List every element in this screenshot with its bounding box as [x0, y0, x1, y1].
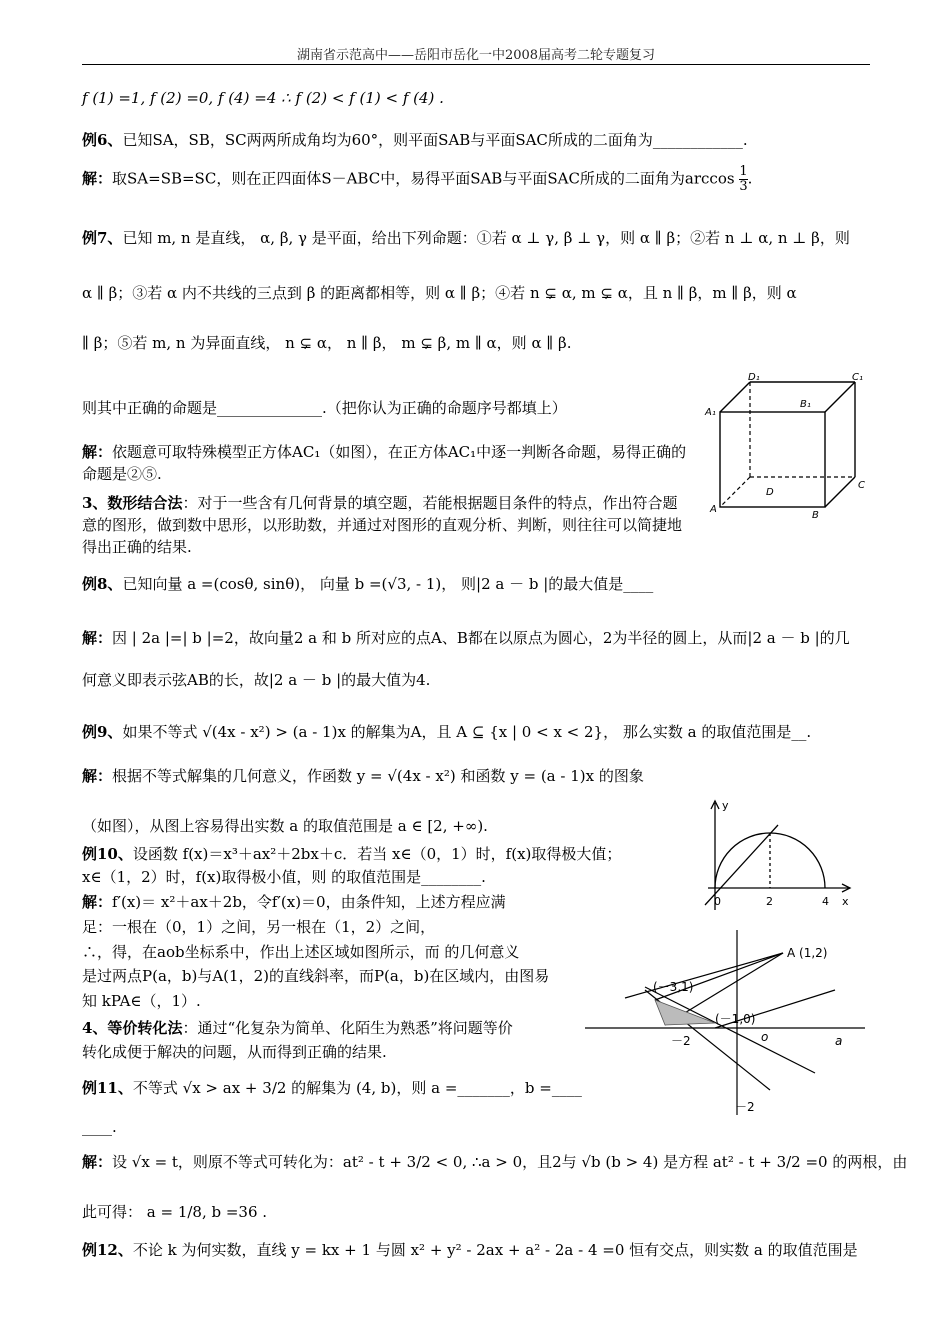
origin-o-label: o [761, 1030, 769, 1044]
example-8 [82, 574, 653, 594]
label-D: D [766, 487, 774, 498]
solution-10b: 足：一根在（0，1）之间，另一根在（1，2）之间， [82, 918, 436, 936]
example-6-title: 例6、 [82, 131, 123, 149]
solution-8b: 何意义即表示弦AB的长，故|2 a － b |的最大值为4. [82, 671, 431, 689]
method-4b: 转化成便于解决的问题，从而得到正确的结果. [82, 1043, 387, 1061]
solution-6: 解：取SA=SB=SC，则在正四面体S－ABC中，易得平面SAB与平面SAC所成的二面角为arccos $\frac{1}{3}$ . [82, 164, 753, 194]
frac-den: 3 [739, 179, 748, 194]
cube-figure [700, 370, 870, 520]
example-7a-text: 已知 m, n 是直线， α, β, γ 是平面，给出下列命题：①若 α ⊥ γ, β ⊥ γ，则 α ∥ β；②若 n ⊥ α, n ⊥ β，则 [122, 229, 850, 247]
method-4-title: 4、等价转化法 [82, 1019, 183, 1037]
solution-10a [82, 892, 506, 912]
tick-4-label: 4 [822, 895, 829, 908]
example-7c: ∥ β；⑤若 m, n 为异面直线， n ⊊ α， n ∥ β， m ⊊ β, m ∥ α，则 α ∥ β. [82, 334, 572, 352]
example-11 [82, 1078, 582, 1098]
example-12-text: 不论 k 为何实数，直线 y = kx + 1 与圆 x² + y² - 2ax + a² - 2a - 4 =0 恒有交点，则实数 a 的取值范围是 [132, 1241, 858, 1259]
method-3-title: 3、数形结合法 [82, 494, 183, 512]
solution-10a-text: f′(x)＝ x²＋ax＋2b，令f′(x)＝0，由条件知，上述方程应满 [112, 893, 506, 911]
solution-label: 解： [82, 443, 113, 461]
solution-9a-text: 根据不等式解集的几何意义，作函数 y = √(4x - x²) 和函数 y = (a - 1)x 的图象 [112, 767, 644, 785]
example-10a [82, 844, 621, 864]
axis-y-label: y [722, 799, 729, 812]
label-C: C [858, 480, 865, 491]
label-A1: A₁ [705, 407, 716, 418]
method-4a-text: ：通过“化复杂为简单、化陌生为熟悉”将问题等价 [182, 1019, 513, 1037]
example-6-text: 已知SA，SB，SC两两所成角均为60°，则平面SAB与平面SAC所成的二面角为____________. [122, 131, 748, 149]
point-neg3-1-label: (－3,1) [653, 980, 694, 994]
example-9-title: 例9、 [82, 723, 123, 741]
example-7d: 则其中正确的命题是______________.（把你认为正确的命题序号都填上） [82, 399, 567, 417]
example-8-title: 例8、 [82, 575, 123, 593]
solution-label: 解： [82, 893, 113, 911]
point-A-label: A (1,2) [787, 946, 828, 960]
solution-11b: 此可得： a = 1/8, b =36 . [82, 1203, 268, 1221]
label-C1: C₁ [852, 372, 863, 383]
example-10-title: 例10、 [82, 845, 133, 863]
solution-10e: 知 kPA∈（，1）. [82, 992, 201, 1010]
example-9-text: 如果不等式 √(4x - x²) > (a - 1)x 的解集为A，且 A ⊆ {x | 0 < x < 2}， 那么实数 a 的取值范围是__. [122, 723, 812, 741]
solution-9a [82, 766, 644, 786]
tick-neg2-b-label: －2 [735, 1100, 755, 1114]
example-9 [82, 722, 811, 742]
example-10b: x∈（1，2）时，f(x)取得极小值，则 的取值范围是________. [82, 868, 486, 886]
graph-example-10 [585, 925, 870, 1120]
method-3 [82, 492, 688, 558]
example-8-text: 已知向量 a =(cosθ, sinθ)， 向量 b =(√3, - 1)， 则|2 a － b |的最大值是____ [122, 575, 654, 593]
solution-9b: （如图），从图上容易得出实数 a 的取值范围是 a ∈ [2, +∞). [82, 817, 488, 835]
example-7a [82, 228, 850, 248]
example-6 [82, 130, 748, 150]
solution-label: 解： [82, 629, 113, 647]
solution-10c: ∴，得，在aob坐标系中，作出上述区域如图所示，而 的几何意义 [82, 943, 520, 961]
line-f-values: f (1) =1, f (2) =0, f (4) =4 ∴ f (2) < f (1) < f (4) . [82, 89, 444, 107]
solution-label: 解： [82, 1153, 113, 1171]
solution-10d: 是过两点P(a，b)与A(1，2)的直线斜率，而P(a，b)在区域内，由图易 [82, 967, 550, 985]
example-11-title: 例11、 [82, 1079, 133, 1097]
axis-x-label: x [842, 895, 849, 908]
solution-7 [82, 441, 688, 485]
solution-11-text: 设 √x = t，则原不等式可转化为：at² - t + 3/2 < 0, ∴a > 0，且2与 √b (b > 4) 是方程 at² - t + 3/2 =0 的两根，由 [112, 1153, 908, 1171]
example-12 [82, 1240, 858, 1260]
solution-7-text: 依题意可取特殊模型正方体AC₁（如图），在正方体AC₁中逐一判断各命题，易得正确的命题是②⑤. [82, 443, 687, 483]
frac-num: 1 [739, 164, 748, 179]
example-7-title: 例7、 [82, 229, 123, 247]
label-B: B [812, 510, 819, 520]
solution-label: 解： [82, 767, 113, 785]
example-12-title: 例12、 [82, 1241, 133, 1259]
method-4a [82, 1018, 513, 1038]
example-10a-text: 设函数 f(x)＝x³＋ax²＋2bx＋c．若当 x∈（0，1）时，f(x)取得极大值； [132, 845, 622, 863]
label-D1: D₁ [748, 372, 760, 383]
solution-6-text: 取SA=SB=SC，则在正四面体S－ABC中，易得平面SAB与平面SAC所成的二面角为arccos [112, 169, 735, 188]
solution-8a [82, 628, 850, 648]
solution-label: 解： [82, 169, 113, 188]
graph-example-9 [690, 795, 870, 925]
feasible-region [655, 1000, 715, 1025]
origin-label: 0 [714, 895, 721, 908]
example-11b: ____. [82, 1118, 117, 1136]
example-11-text: 不等式 √x > ax + 3/2 的解集为 (4, b)，则 a =_______，b =____ [132, 1079, 582, 1097]
solution-11 [82, 1152, 907, 1172]
axis-a-label: a [835, 1034, 843, 1048]
tick-2-label: 2 [766, 895, 773, 908]
point-neg1-0-label: (－1,0) [715, 1012, 756, 1026]
method-3-text: ：对于一些含有几何背景的填空题，若能根据题目条件的特点，作出符合题意的图形，做到数中思形，以形助数，并通过对图形的直观分析、判断，则往往可以简捷地得出正确的结果. [82, 494, 683, 556]
label-A: A [710, 504, 717, 515]
example-7b: α ∥ β；③若 α 内不共线的三点到 β 的距离都相等，则 α ∥ β；④若 n ⊊ α, m ⊊ α，且 n ∥ β，m ∥ β，则 α [82, 284, 797, 302]
solution-8a-text: 因 | 2a |=| b |=2，故向量2 a 和 b 所对应的点A、B都在以原点为圆心，2为半径的圆上，从而|2 a － b |的几 [112, 629, 850, 647]
page-header: 湖南省示范高中——岳阳市岳化一中2008届高考二轮专题复习 [82, 44, 870, 65]
label-B1: B₁ [800, 399, 811, 410]
tick-neg2-a-label: －2 [671, 1034, 691, 1048]
